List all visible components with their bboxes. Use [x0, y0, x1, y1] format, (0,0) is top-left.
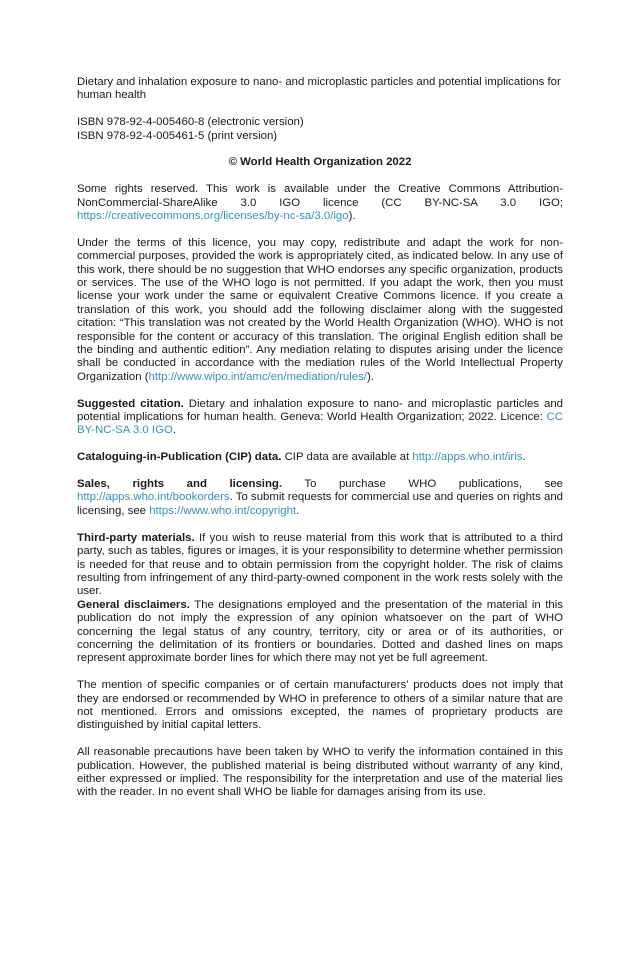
bookorders-link[interactable]: http://apps.who.int/bookorders: [77, 491, 230, 504]
isbn-print: ISBN 978-92-4-005461-5 (print version): [77, 129, 278, 142]
third-party-text: If you wish to reuse material from this work that is attributed to a third party, such as tables, figures or images, it is your responsibility to determine whether permission is needed for that reuse and to obtain permission from the copyright holder. The risk of claims resulting from infringement of any third-party-owned component in the work rests solely with the user.: [77, 531, 563, 598]
wipo-link[interactable]: http://www.wipo.int/amc/en/mediation/rules/: [148, 370, 367, 383]
rights-text: Some rights reserved. This work is available under the Creative Commons Attribution-NonCommercial-ShareAlike 3.0 IGO licence (CC BY-NC-SA 3.0 IGO;: [77, 183, 563, 209]
cip-text: CIP data are available at: [281, 451, 413, 464]
companies-paragraph: The mention of specific companies or of certain manufacturers’ products does not imply that they are endorsed or recommended by WHO in preference to others of a similar nature that are not mentioned. Errors and omissions excepted, the names of proprietary products are distinguished by initial capital letters.: [77, 679, 563, 732]
general-disclaimers-paragraph: [77, 599, 563, 666]
third-party-label: Third-party materials.: [77, 531, 195, 544]
terms-paragraph: [77, 237, 563, 384]
creative-commons-link[interactable]: https://creativecommons.org/licenses/by-nc-sa/3.0/igo: [77, 210, 349, 223]
sales-text: To purchase WHO publications, see: [282, 478, 564, 491]
cip-label: Cataloguing-in-Publication (CIP) data.: [77, 451, 282, 464]
sales-label: Sales, rights and licensing.: [77, 478, 283, 491]
copyright-link[interactable]: https://www.who.int/copyright: [149, 504, 297, 517]
citation-paragraph: [77, 398, 563, 438]
rights-paragraph: [77, 183, 563, 223]
third-party-paragraph: [77, 532, 563, 599]
sales-middle: . To submit requests for commercial use and queries on rights and licensing, see: [77, 491, 563, 517]
terms-end: ).: [366, 370, 374, 383]
citation-end: .: [172, 424, 176, 437]
sales-paragraph: [77, 478, 563, 518]
general-disclaimers-label: General disclaimers.: [77, 598, 190, 611]
isbn-electronic: ISBN 978-92-4-005460-8 (electronic version): [77, 116, 304, 129]
cip-end: .: [522, 451, 526, 464]
copyright-notice: © World Health Organization 2022: [228, 156, 412, 169]
publication-title: Dietary and inhalation exposure to nano- and microplastic particles and potential implications for human health: [77, 76, 561, 102]
citation-text: Dietary and inhalation exposure to nano- and microplastic particles and potential implications for human health. Geneva: World Health Organization; 2022. Licence:: [77, 397, 563, 424]
cip-paragraph: [77, 451, 563, 464]
licence-link[interactable]: CC BY-NC-SA 3.0 IGO: [77, 411, 563, 437]
citation-label: Suggested citation.: [77, 397, 184, 410]
terms-text: Under the terms of this licence, you may copy, redistribute and adapt the work for non-commercial purposes, provided the work is appropriately cited, as indicated below. In any use of this work, there should be no suggestion that WHO endorses any specific organization, products or services. The use of the WHO logo is not permitted. If you adapt the work, then you must license your work under the same or equivalent Creative Commons licence. If you create a translation of this work, you should add the following disclaimer along with the suggested citation: “This translation was not created by the World Health Organization (WHO). WHO is not responsible for the content or accuracy of this translation. The original English edition shall be the binding and authentic edition”. Any mediation relating to disputes arising under the licence shall be conducted in accordance with the mediation rules of the World Intellectual Property Organization (: [77, 236, 563, 383]
rights-end: ).: [348, 210, 356, 223]
sales-end: .: [296, 504, 300, 517]
iris-link[interactable]: http://apps.who.int/iris: [412, 451, 523, 464]
precautions-paragraph: All reasonable precautions have been taken by WHO to verify the information contained in this publication. However, the published material is being distributed without warranty of any kind, either expressed or implied. The responsibility for the interpretation and use of the material lies with the reader. In no event shall WHO be liable for damages arising from its use.: [77, 746, 563, 799]
general-disclaimers-text: The designations employed and the presentation of the material in this publication do not imply the expression of any opinion whatsoever on the part of WHO concerning the legal status of any country, territory, city or area or of its authorities, or concerning the delimitation of its frontiers or boundaries. Dotted and dashed lines on maps represent approximate border lines for which there may not yet be full agreement.: [77, 598, 563, 665]
